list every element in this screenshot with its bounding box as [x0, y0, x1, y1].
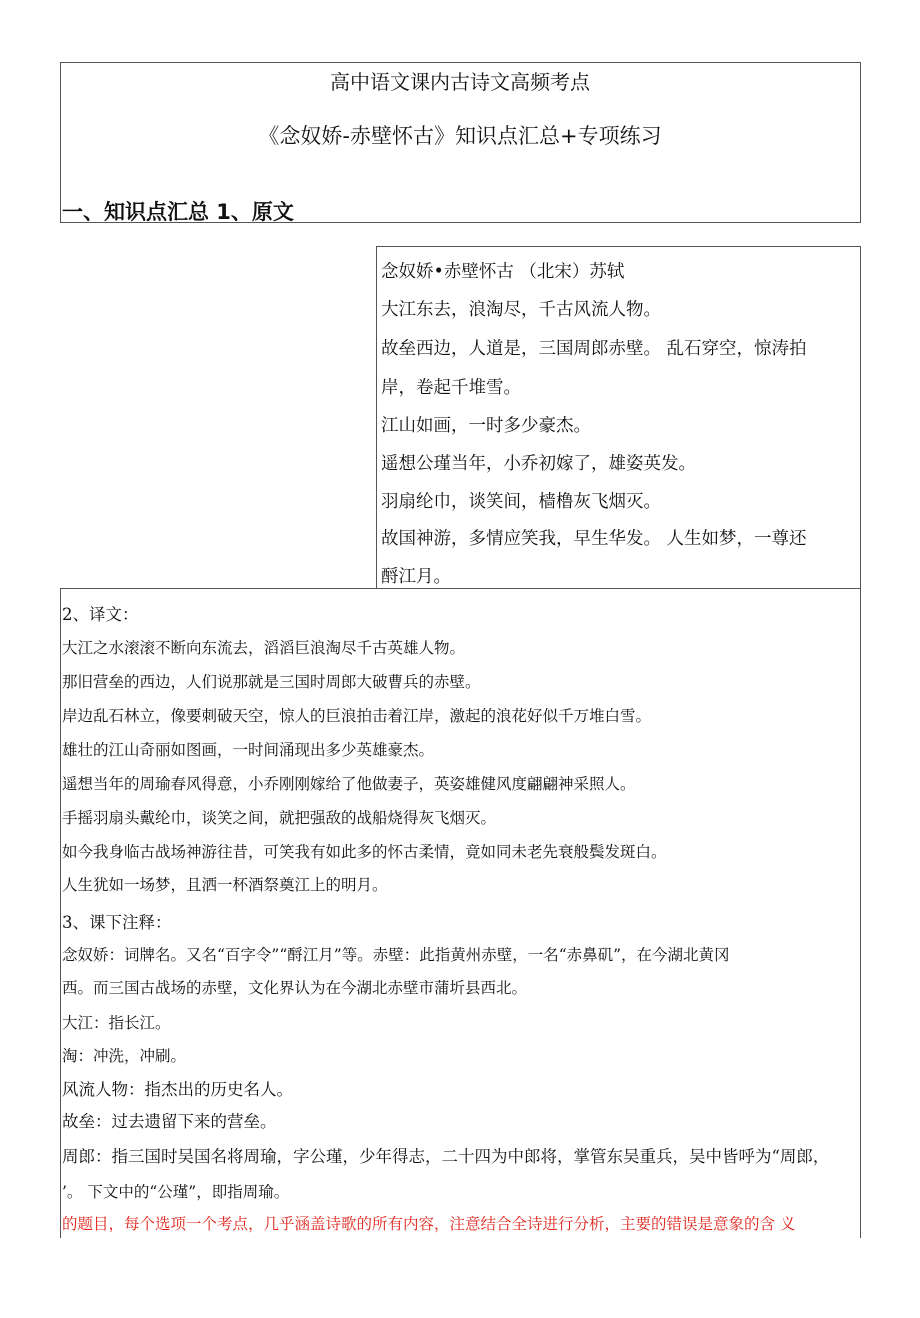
poem-heading: 念奴娇•赤壁怀古 （北宋）苏轼 [381, 262, 625, 282]
poem-line: 遥想公瑾当年，小乔初嫁了，雄姿英发。 [381, 454, 696, 474]
translation-line: 那旧营垒的西边，人们说那就是三国时周郎大破曹兵的赤壁。 [62, 673, 481, 691]
translation-line: 遥想当年的周瑜春风得意，小乔刚刚嫁给了他做妻子，英姿雄健风度翩翩神采照人。 [62, 775, 636, 793]
translation-line: 手摇羽扇头戴纶巾，谈笑之间，就把强敌的战船烧得灰飞烟灭。 [62, 809, 497, 827]
notes-heading: 3、课下注释： [62, 913, 172, 932]
note-line: 大江：指长江。 [62, 1014, 171, 1032]
note-line: 淘：冲洗，冲刷。 [62, 1047, 187, 1065]
translation-line: 岸边乱石林立，像要刺破天空，惊人的巨浪拍击着江岸，激起的浪花好似千万堆白雪。 [62, 707, 652, 725]
poem-line: 故垒西边，人道是，三国周郎赤壁。 乱石穿空，惊涛拍 [381, 339, 807, 359]
page-title: 高中语文课内古诗文高频考点 [330, 70, 590, 94]
note-line: 风流人物：指杰出的历史名人。 [62, 1080, 293, 1099]
poem-line: 大江东去，浪淘尽，千古风流人物。 [381, 300, 661, 320]
note-line: 念奴娇：词牌名。又名“百字令”“酹江月”等。赤壁：此指黄州赤壁，一名“赤鼻矶”，在今湖北黄冈 [62, 946, 730, 964]
translation-line: 雄壮的江山奇丽如图画，一时间涌现出多少英雄豪杰。 [62, 741, 435, 759]
red-note-line: 的题目，每个选项一个考点，几乎涵盖诗歌的所有内容，注意结合全诗进行分析，主要的错误是意象的含 义 [62, 1215, 796, 1233]
note-line: 故垒：过去遗留下来的营垒。 [62, 1112, 277, 1131]
note-line: 西。而三国古战场的赤壁，文化界认为在今湖北赤壁市蒲圻县西北。 [62, 979, 528, 997]
poem-line: 江山如画，一时多少豪杰。 [381, 416, 591, 436]
note-line: 周郎：指三国时吴国名将周瑜，字公瑾，少年得志，二十四为中郎将，掌管东吴重兵，吴中皆呼为“周郎， [62, 1147, 830, 1166]
translation-line: 大江之水滚滚不断向东流去，滔滔巨浪淘尽千古英雄人物。 [62, 639, 466, 657]
poem-line: 羽扇纶巾，谈笑间，樯橹灰飞烟灭。 [381, 492, 661, 512]
poem-line: 故国神游，多情应笑我，早生华发。 人生如梦，一尊还 [381, 529, 807, 549]
translation-heading: 2、译文： [62, 605, 139, 624]
page-subtitle: 《念奴娇-赤壁怀古》知识点汇总+专项练习 [258, 124, 662, 148]
translation-line: 人生犹如一场梦，且洒一杯酒祭奠江上的明月。 [62, 876, 388, 894]
poem-line: 酹江月。 [381, 567, 451, 587]
section-heading: 一、知识点汇总 1、原文 [62, 200, 294, 224]
poem-line: 岸，卷起千堆雪。 [381, 378, 521, 398]
note-line: ’。 下文中的“公瑾”，即指周瑜。 [62, 1183, 290, 1201]
translation-line: 如今我身临古战场神游往昔，可笑我有如此多的怀古柔情，竟如同未老先衰般鬓发斑白。 [62, 843, 667, 861]
